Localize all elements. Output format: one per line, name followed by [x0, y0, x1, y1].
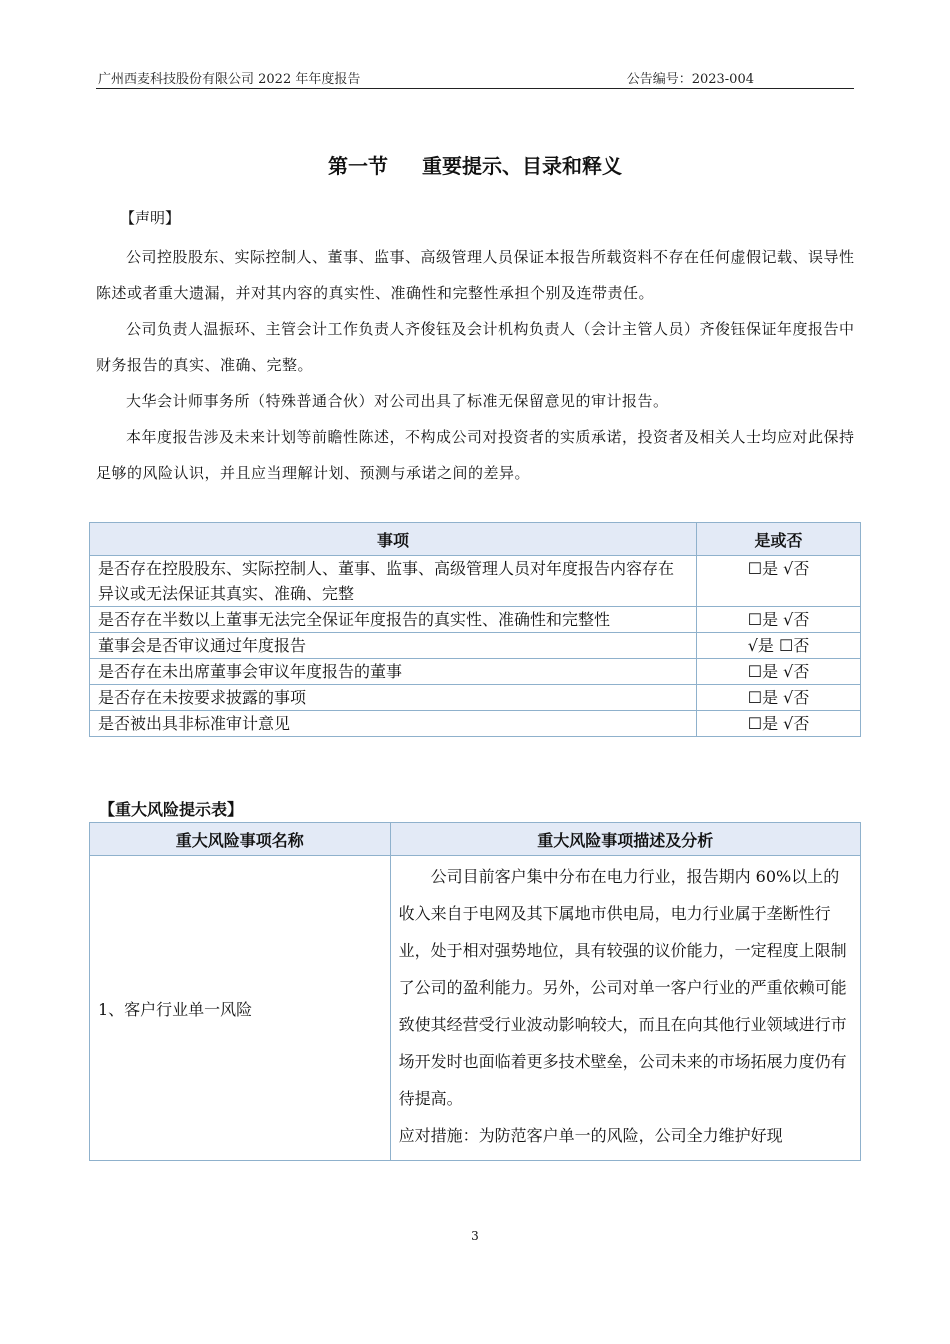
table-row [90, 607, 861, 633]
item-text: 董事会是否审议通过年度报告 [90, 633, 697, 659]
yes-no-answer: √是 ☐否 [697, 633, 861, 659]
declaration-heading: 【声明】 [120, 209, 181, 227]
yes-no-answer: ☐是 √否 [697, 711, 861, 737]
page-number: 3 [471, 1229, 479, 1243]
page-header [96, 66, 854, 89]
risk-description: 公司目前客户集中分布在电力行业，报告期内 60%以上的收入来自于电网及其下属地市供电局，电力行业属于垄断性行业，处于相对强势地位，具有较强的议价能力，一定程度上限制了公司的盈利能力。另外，公司对单一客户行业的严重依赖可能致使其经营受行业波动影响较大，而且在向其他行业领域进行市场开发时也面临着更多技术壁垒，公司未来的市场拓展力度仍有待提高。 [398, 867, 847, 1108]
column-header-risk-name: 重大风险事项名称 [90, 823, 391, 856]
risk-table-heading: 【重大风险提示表】 [99, 800, 244, 819]
table-row [90, 659, 861, 685]
table-row [90, 856, 861, 1161]
risk-measures: 应对措施：为防范客户单一的风险，公司全力维护好现 [398, 1126, 783, 1145]
yes-no-answer: ☐是 √否 [697, 556, 861, 607]
declaration-paragraph-2: 公司负责人温振环、主管会计工作负责人齐俊钰及会计机构负责人（会计主管人员）齐俊钰保证年度报告中财务报告的真实、准确、完整。 [96, 320, 855, 374]
item-text: 是否存在未按要求披露的事项 [90, 685, 697, 711]
table-row [90, 556, 861, 607]
risk-table [89, 822, 861, 1161]
item-text: 是否存在未出席董事会审议年度报告的董事 [90, 659, 697, 685]
declaration-paragraph-4: 本年度报告涉及未来计划等前瞻性陈述，不构成公司对投资者的实质承诺，投资者及相关人士均应对此保持足够的风险认识，并且应当理解计划、预测与承诺之间的差异。 [96, 428, 855, 482]
item-text: 是否存在控股股东、实际控制人、董事、监事、高级管理人员对年度报告内容存在异议或无法保证其真实、准确、完整 [90, 556, 697, 607]
declaration-paragraph-1: 公司控股股东、实际控制人、董事、监事、高级管理人员保证本报告所载资料不存在任何虚假记载、误导性陈述或者重大遗漏，并对其内容的真实性、准确性和完整性承担个别及连带责任。 [96, 248, 855, 302]
item-text: 是否存在半数以上董事无法完全保证年度报告的真实性、准确性和完整性 [90, 607, 697, 633]
yes-no-answer: ☐是 √否 [697, 685, 861, 711]
header-company-report: 广州西麦科技股份有限公司 2022 年年度报告 [98, 72, 361, 87]
confirmation-table [89, 522, 861, 737]
yes-no-answer: ☐是 √否 [697, 607, 861, 633]
item-text: 是否被出具非标准审计意见 [90, 711, 697, 737]
confirmation-table-header [90, 523, 861, 556]
table-row [90, 711, 861, 737]
risk-name: 1、客户行业单一风险 [90, 856, 391, 1161]
column-header-item: 事项 [90, 523, 697, 556]
risk-table-header [90, 823, 861, 856]
risk-description-cell [390, 856, 860, 1161]
declaration-paragraph-3: 大华会计师事务所（特殊普通合伙）对公司出具了标准无保留意见的审计报告。 [126, 392, 669, 410]
section-name: 重要提示、目录和释义 [422, 154, 622, 178]
yes-no-answer: ☐是 √否 [697, 659, 861, 685]
table-row [90, 685, 861, 711]
section-number: 第一节 [328, 154, 388, 178]
table-row [90, 633, 861, 659]
header-notice-number: 公告编号：2023-004 [626, 72, 754, 87]
section-title [0, 150, 950, 179]
column-header-yes-no: 是或否 [697, 523, 861, 556]
column-header-risk-description: 重大风险事项描述及分析 [390, 823, 860, 856]
